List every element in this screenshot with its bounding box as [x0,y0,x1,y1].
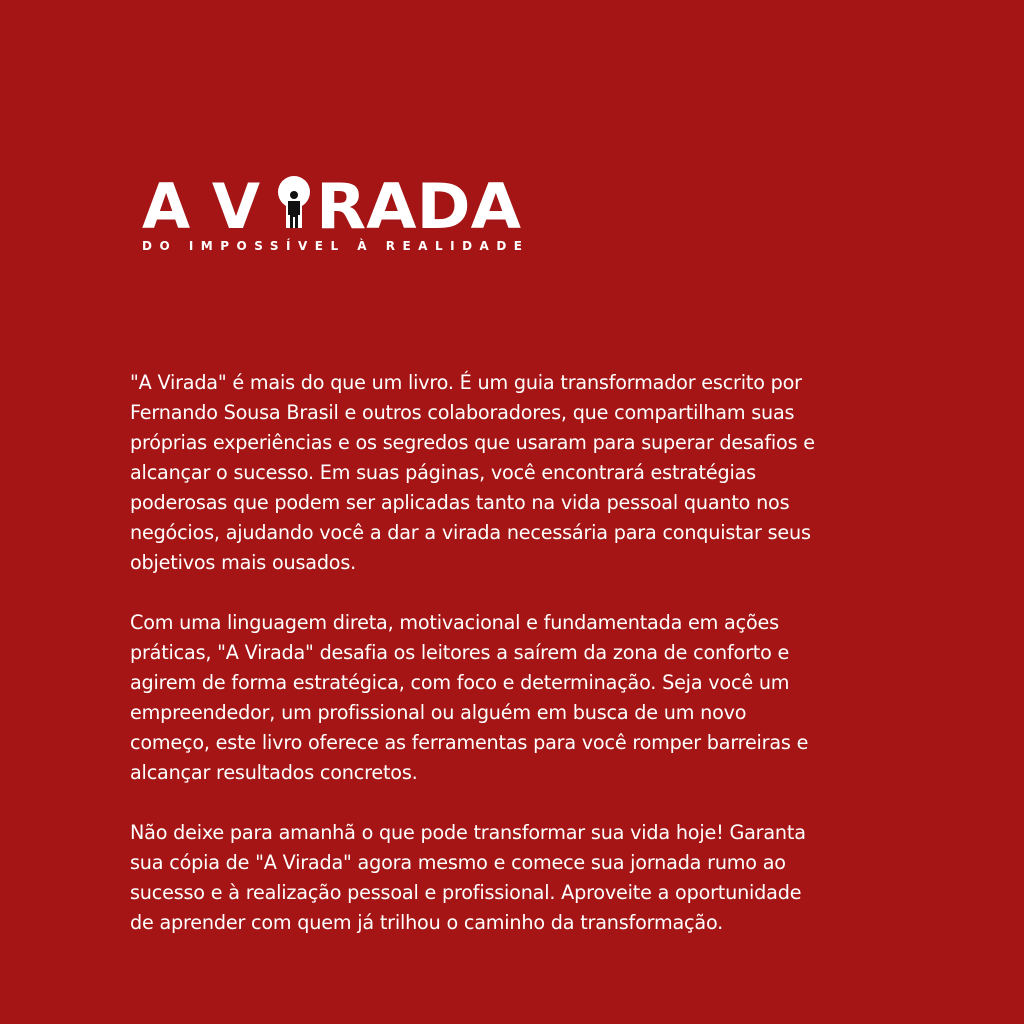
text-line: começo, este livro oferece as ferramentas para você romper barreiras e [130,731,809,754]
text-line: práticas, "A Virada" desafia os leitores a saírem da zona de conforto e [130,641,790,664]
logo-graphic [140,170,530,260]
paragraph-2 [130,608,890,788]
text-line: alcançar resultados concretos. [130,761,418,784]
text-line: próprias experiências e os segredos que usaram para superar desafios e [130,431,815,454]
paragraph-1 [130,368,890,578]
description-text [130,368,890,968]
logo [140,170,530,260]
text-line: sua cópia de "A Virada" agora mesmo e comece sua jornada rumo ao [130,851,786,874]
text-line: empreendedor, um profissional ou alguém em busca de um novo [130,701,747,724]
text-line: "A Virada" é mais do que um livro. É um guia transformador escrito por [130,371,802,394]
text-line: de aprender com quem já trilhou o caminho da transformação. [130,911,724,934]
logo-title-part-1: A V [142,170,261,243]
text-line: sucesso e à realização pessoal e profissional. Aproveite a oportunidade [130,881,802,904]
text-line: negócios, ajudando você a dar a virada necessária para conquistar seus [130,521,811,544]
paragraph-3 [130,818,890,938]
text-line: Não deixe para amanhã o que pode transformar sua vida hoje! Garanta [130,821,806,844]
text-line: poderosas que podem ser aplicadas tanto na vida pessoal quanto nos [130,491,790,514]
text-line: objetivos mais ousados. [130,551,357,574]
logo-tagline: DO IMPOSSÍVEL À REALIDADE [142,239,522,253]
text-line: Fernando Sousa Brasil e outros colaboradores, que compartilham suas [130,401,795,424]
logo-title-part-2: RADA [316,170,522,243]
text-line: Com uma linguagem direta, motivacional e fundamentada em ações [130,611,779,634]
text-line: alcançar o sucesso. Em suas páginas, você encontrará estratégias [130,461,756,484]
keyhole-person-icon [278,176,310,228]
text-line: agirem de forma estratégica, com foco e determinação. Seja você um [130,671,790,694]
